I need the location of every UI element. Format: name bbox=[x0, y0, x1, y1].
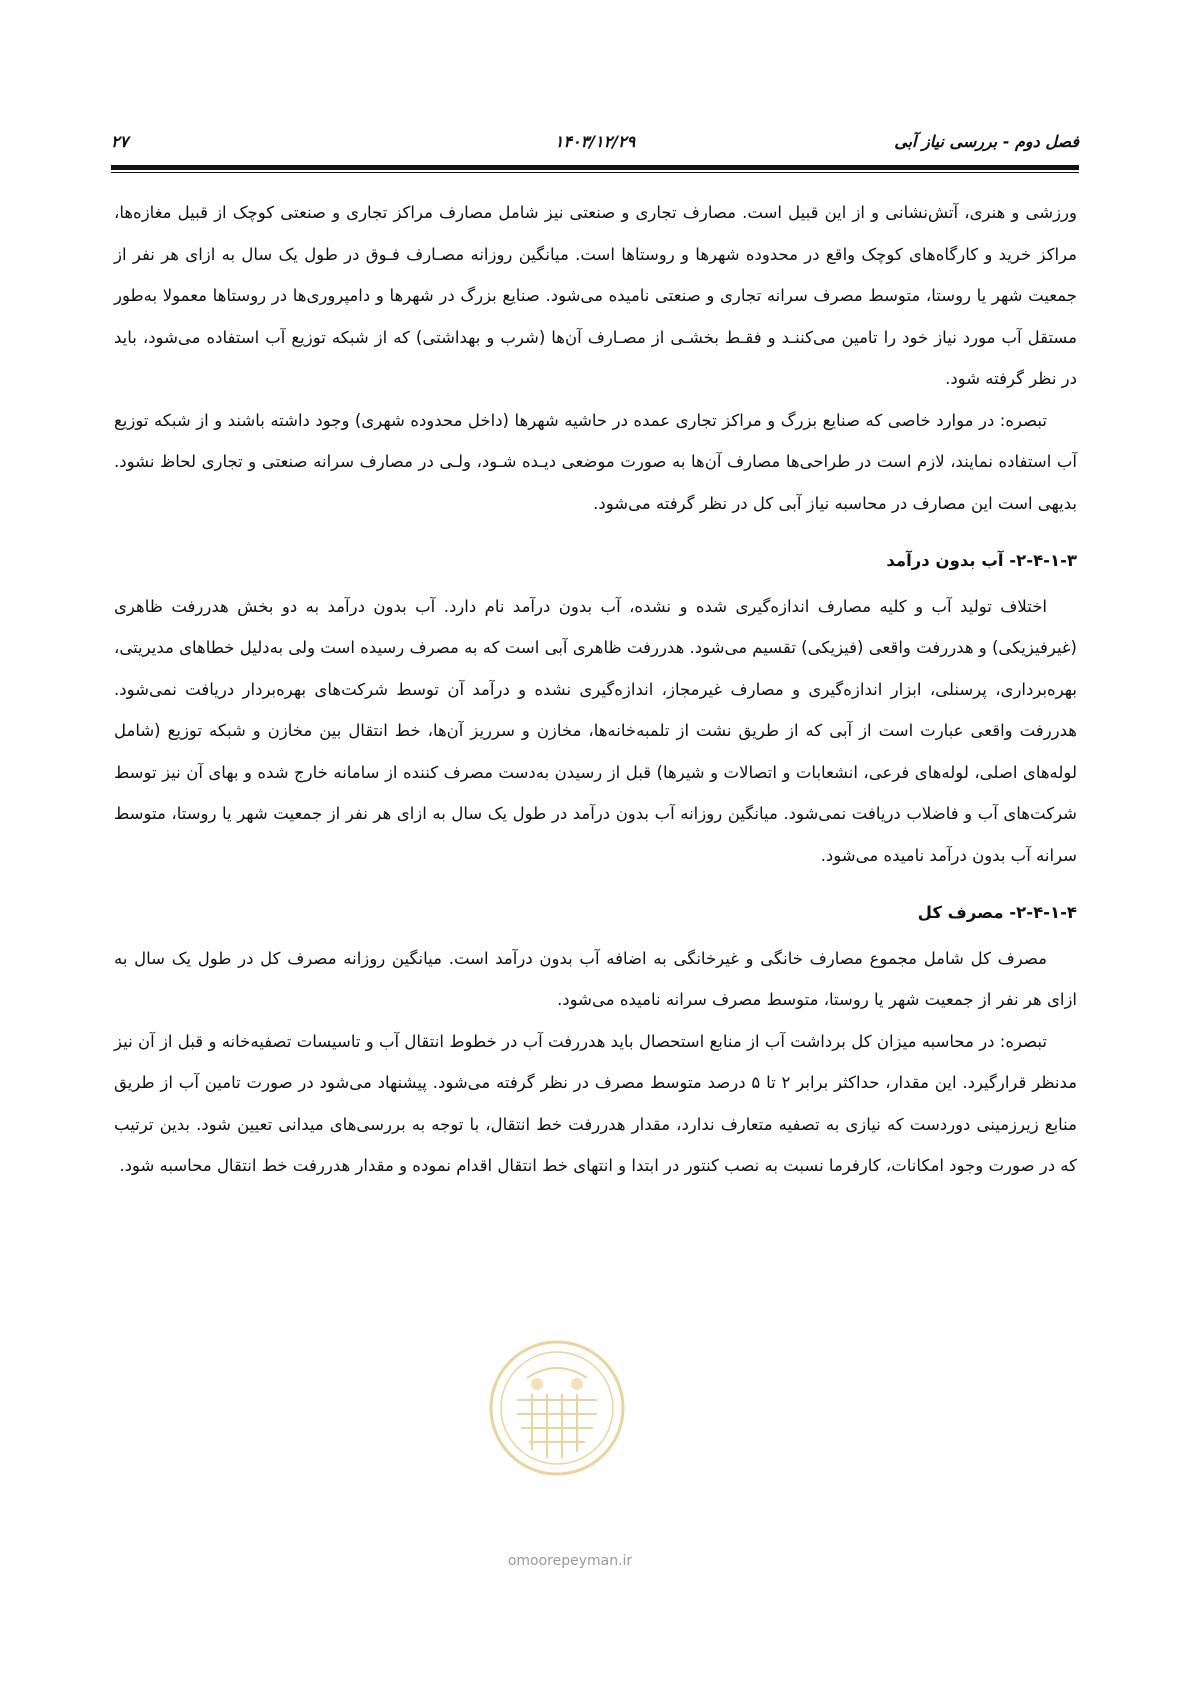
section-heading: ۲-۴-۱-۴- مصرف کل bbox=[917, 903, 1077, 922]
header-date: ۱۴۰۳/۱۲/۲۹ bbox=[554, 132, 636, 151]
paragraph: ورزشی و هنری، آتش‌نشانی و از این قبیل است. مصارف تجاری و صنعتی نیز شامل مصارف مراکز تجاری و صنعتی کوچک از قبیل مغازه‌ها، مراکز خرید و کارگاه‌های کوچک واقع در محدوده شهرها و روستاها است. میانگین روزانه مصـارف فـوق در طول یک سال به ازای هر نفر از جمعیت شهر یا روستا، متوسط مصرف سرانه تجاری و صنعتی نامیده می‌شود. صنایع بزرگ در شهرها و دامپروری‌ها در روستاها معمولا به‌طور مستقل آب مورد نیاز خود را تامین می‌کننـد و فقـط بخشـی از مصـارف آن‌ها (شرب و بهداشتی) که از شبکه توزیع آب استفاده می‌شود، باید در نظر گرفته شود. bbox=[114, 203, 1077, 388]
paragraph: تبصره: در محاسبه میزان کل برداشت آب از منابع استحصال باید هدررفت آب در خطوط انتقال آب و تاسیسات تصفیه‌خانه و قبل از آن نیز مدنظر قرارگیرد. این مقدار، حداکثر برابر ۲ تا ۵ درصد متوسط مصرف در نظر گرفته می‌شود. پیشنهاد می‌شود در صورت تامین آب از طریق منابع زیرزمینی دوردست که نیازی به تصفیه متعارف ندارد، مقدار هدررفت خط انتقال، با توجه به بررسی‌های میدانی تعیین شود. بدین ترتیب که در صورت وجود امکانات، کارفرما نسبت به نصب کنتور در ابتدا و انتهای خط انتقال اقدام نموده و مقدار هدررفت خط انتقال محاسبه شود. bbox=[114, 1031, 1077, 1175]
section-heading: ۲-۴-۱-۳- آب بدون درآمد bbox=[886, 551, 1077, 570]
paragraph: مصرف کل شامل مجموع مصارف خانگی و غیرخانگی به اضافه آب بدون درآمد است. میانگین روزانه مصرف کل در طول یک سال به ازای هر نفر از جمعیت شهر یا روستا، متوسط مصرف سرانه نامیده می‌شود. bbox=[114, 948, 1077, 1009]
watermark-seal-icon bbox=[487, 1338, 627, 1478]
watermark-url: omoorepeyman.ir bbox=[507, 1553, 633, 1569]
page-number: ۲۷ bbox=[111, 132, 129, 151]
paragraph: اختلاف تولید آب و کلیه مصارف اندازه‌گیری شده و نشده، آب بدون درآمد نام دارد. آب بدون درآمد به دو بخش هدررفت ظاهری (غیرفیزیکی) و هدررفت واقعی (فیزیکی) تقسیم می‌شود. هدررفت ظاهری آبی است که به مصرف رسیده است ولی به‌دلیل خطاهای مدیریتی، بهره‌برداری، پرسنلی، ابزار اندازه‌گیری و مصارف غیرمجاز، اندازه‌گیری نشده و درآمد آن توسط شرکت‌های بهره‌بردار دریافت نمی‌شود. هدررفت واقعی عبارت است از آبی که از طریق نشت از تلمبه‌خانه‌ها، مخازن و سرریز آن‌ها، خط انتقال بین مخازن و شبکه توزیع (شامل لوله‌های اصلی، لوله‌های فرعی، انشعابات و اتصالات و شیرها) قبل از رسیدن به‌دست مصرف کننده از سامانه خارج شده و بهای آن نیز توسط شرکت‌های آب و فاضلاب دریافت نمی‌شود. میانگین روزانه آب بدون درآمد در طول یک سال به ازای هر نفر از جمعیت شهر یا روستا، متوسط سرانه آب بدون درآمد نامیده می‌شود. bbox=[114, 596, 1077, 865]
chapter-title: فصل دوم - بررسی نیاز آبی bbox=[894, 132, 1079, 151]
paragraph: تبصره: در موارد خاصی که صنایع بزرگ و مراکز تجاری عمده در حاشیه شهرها (داخل محدوده شهری) وجود داشته باشند و از شبکه توزیع آب استفاده نمایند، لازم است در طراحی‌ها مصارف آن‌ها به صورت موضعی دیـده شـود، ولـی در مصارف سرانه صنعتی و تجاری لحاظ نشود. بدیهی است این مصارف در محاسبه نیاز آبی کل در نظر گرفته می‌شود. bbox=[114, 410, 1077, 513]
header-rule-thin bbox=[111, 172, 1079, 173]
header-rule-thick bbox=[111, 165, 1079, 170]
page-body bbox=[114, 192, 1077, 1187]
page-header bbox=[111, 128, 1079, 158]
